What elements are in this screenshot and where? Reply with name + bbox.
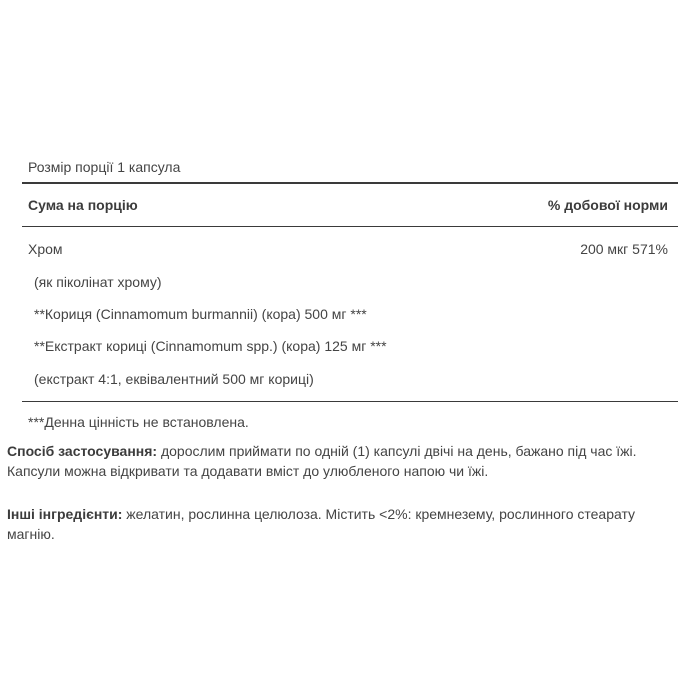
nutrient-name: (екстракт 4:1, еквівалентний 500 мг кориці) [34,370,314,387]
supplement-facts-panel [22,148,678,442]
header-amount-per-serving: Сума на порцію [28,197,138,213]
nutrient-amount: 200 мкг 571% [580,241,668,258]
nutrient-list [22,227,678,401]
daily-value-footnote: ***Денна цінність не встановлена. [28,413,249,430]
nutrient-name: **Кориця (Cinnamomum burmannii) (кора) 500 мг *** [34,305,367,322]
nutrient-row-cinnamon-extract [22,330,678,362]
nutrient-row-chromium [22,233,678,265]
other-ingredients-label: Інші інгредієнти: [7,506,123,522]
table-header [22,184,678,226]
nutrient-row-chromium-form [22,265,678,297]
nutrient-name: **Екстракт кориці (Cinnamomum spp.) (кора) 125 мг *** [34,338,387,355]
nutrient-name: Хром [28,241,63,258]
serving-size: Розмір порції 1 капсула [28,159,181,175]
directions-paragraph [7,441,677,481]
nutrient-row-extract-note [22,363,678,395]
nutrient-name: (як піколінат хрому) [34,273,162,290]
other-ingredients-text: желатин, рослинна целюлоза. Містить <2%: кремнезему, рослинного стеарату магнію. [7,506,636,542]
nutrient-row-cinnamon [22,298,678,330]
header-daily-value: % добової норми [547,197,668,213]
directions-label: Спосіб застосування: [7,443,158,459]
directions-text: дорослим приймати по одній (1) капсулі двічі на день, бажано під час їжі. Капсули можна відкривати та додавати вміст до улюбленого напою чи їжі. [7,443,637,479]
other-ingredients-paragraph [7,504,677,544]
